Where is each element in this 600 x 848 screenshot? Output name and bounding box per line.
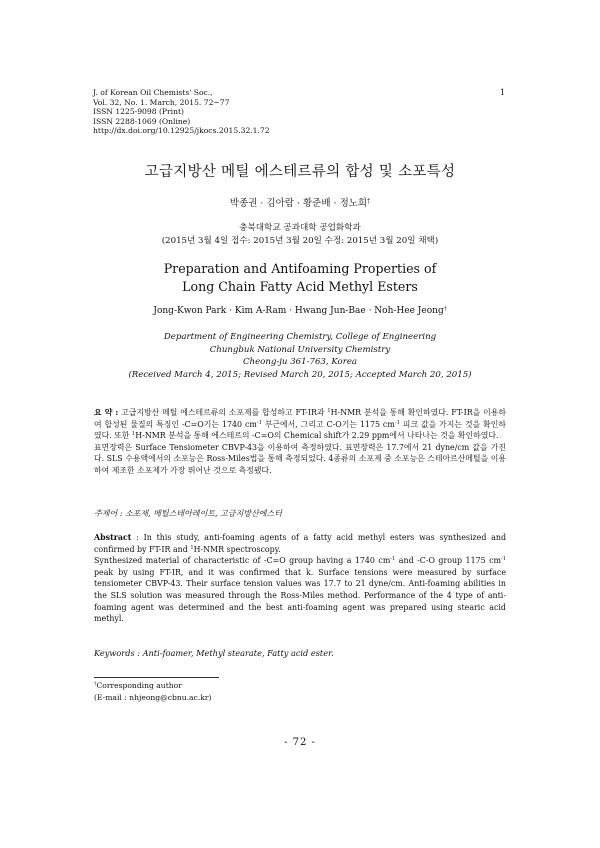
superscript: 1 (132, 431, 136, 438)
authors-korean-names: 박종권 · 김아람 · 황준배 · 정노희 (229, 198, 368, 209)
superscript: 1 (327, 408, 331, 414)
abstract-korean-label: 요 약 : (94, 408, 119, 417)
authors-english (0, 306, 600, 316)
abstract-korean (94, 407, 506, 477)
abstract-kr-text: 부근에서, 그리고 C-O기는 1175 cm (261, 419, 395, 429)
abstract-english-para2 (94, 555, 506, 625)
superscript: -1 (501, 556, 507, 563)
affiliation-korean-dates: (2015년 3월 4일 접수: 2015년 3월 20일 수정: 2015년 3월 20일 채택) (161, 236, 439, 246)
affiliation-english-line2: Chungbuk National University Chemistry (209, 344, 391, 355)
affiliation-english-line1: Department of Engineering Chemistry, College of Engineering (163, 332, 437, 342)
footnote-corresponding (94, 681, 182, 690)
abstract-en-text: Synthesized material of characteristic of -C=O group having a 1740 cm (94, 556, 391, 566)
journal-volume: Vol. 32, No. 1. March, 2015. 72~77 (93, 97, 230, 107)
keywords-korean: 주제어 : 소포제, 메틸스테아레이트, 고급지방산에스터 (94, 509, 282, 518)
affiliation-korean (0, 222, 600, 248)
abstract-kr-text: 고급지방산 메틸 에스테르류의 소포제를 합성하고 FT-IR과 (118, 408, 328, 417)
affiliation-english (0, 331, 600, 381)
title-english-line2: Long Chain Fatty Acid Methyl Esters (182, 278, 418, 294)
affiliation-korean-dept: 충북대학교 공과대학 공업화학과 (239, 223, 361, 233)
superscript: -1 (390, 556, 396, 563)
affiliation-english-line4: (Received March 4, 2015; Revised March 20, 2015; Accepted March 20, 2015) (128, 369, 472, 380)
abstract-en-text: and -C-O group 1175 cm (395, 556, 502, 566)
abstract-korean-para1 (94, 407, 506, 442)
keywords-english: Keywords : Anti-foamer, Methyl stearate, Fatty acid ester. (94, 648, 334, 658)
affiliation-english-line3: Cheong-ju 361-763, Korea (242, 357, 358, 368)
title-english (0, 260, 600, 295)
abstract-english-para1 (94, 532, 506, 555)
superscript: -1 (256, 419, 262, 426)
abstract-english-label: Abstract (94, 533, 132, 542)
superscript: 1 (190, 544, 194, 551)
journal-issn-online: ISSN 2288-1069 (Online) (93, 116, 191, 126)
page-number-top: 1 (500, 88, 506, 97)
abstract-english (94, 532, 506, 625)
title-english-line1: Preparation and Antifoaming Properties of (163, 261, 437, 276)
footnote-divider (94, 677, 219, 678)
page-footer-number: - 72 - (284, 737, 316, 748)
abstract-kr-text: 피크 값을 가지는 것을 확인하였다. 또한 (94, 419, 507, 441)
journal-info (93, 88, 270, 136)
journal-doi: http://dx.doi.org/10.12925/jkocs.2015.32.1.72 (93, 126, 270, 136)
title-korean: 고급지방산 메틸 에스테르류의 합성 및 소포특성 (144, 164, 456, 180)
authors-korean (0, 195, 600, 209)
abstract-kr-text: H-NMR 분석을 통해 에스테르의 -C=O의 Chemical shift가 2.29 ppm에서 나타나는 것을 확인하였다. (135, 431, 499, 441)
abstract-korean-para2: 표면장력은 Surface Tensiometer CBVP-43을 이용하여 측정하였다. 표면장력은 17.7에서 21 dyne/cm 값을 가진다. SLS 수용액에서의 소포능은 Ross-Miles법을 통해 측정되었다. 4종류의 소포제 중 소포능은 스테아르산메틸을 이용하여 제조한 소포제가 가장 뛰어난 것으로 측정됐다. (94, 442, 507, 475)
abstract-en-text: : In this study, anti-foaming agents of a fatty acid methyl esters was synthesized and confirmed by FT-IR and (94, 533, 506, 554)
abstract-en-text: H-NMR spectroscopy. (193, 544, 281, 554)
journal-issn-print: ISSN 1225-9098 (Print) (93, 107, 184, 117)
superscript: -1 (394, 419, 400, 426)
footnote-email: (E-mail : nhjeong@cbnu.ac.kr) (94, 693, 212, 702)
abstract-kr-text: H-NMR 분석을 통해 확인하였다. FT-IR을 이용하여 합성된 물질의 특징인 -C=O기는 1740 cm (94, 408, 506, 429)
authors-english-names: Jong-Kwon Park · Kim A-Ram · Hwang Jun-Bae · Noh-Hee Jeong (153, 306, 444, 316)
dagger-mark: † (367, 198, 371, 205)
footnote-dagger: † (94, 681, 97, 687)
abstract-en-text: peak by using FT-IR, and it was confirmed that k. Surface tensions were measured by surface tensiometer CBVP-43. Their surface tension values was 17.7 to 21 dyne/cm. Anti-foaming abilities in the SLS solution was measured through the Ross-Miles method. Performance of the 4 type of anti-foaming agent was determined and the best anti-foaming agent was prepared using stearic acid methyl. (94, 567, 506, 624)
dagger-mark-en: † (443, 306, 447, 312)
journal-name: J. of Korean Oil Chemists' Soc., (93, 88, 213, 97)
footnote-corresponding-text: Corresponding author (96, 681, 182, 690)
